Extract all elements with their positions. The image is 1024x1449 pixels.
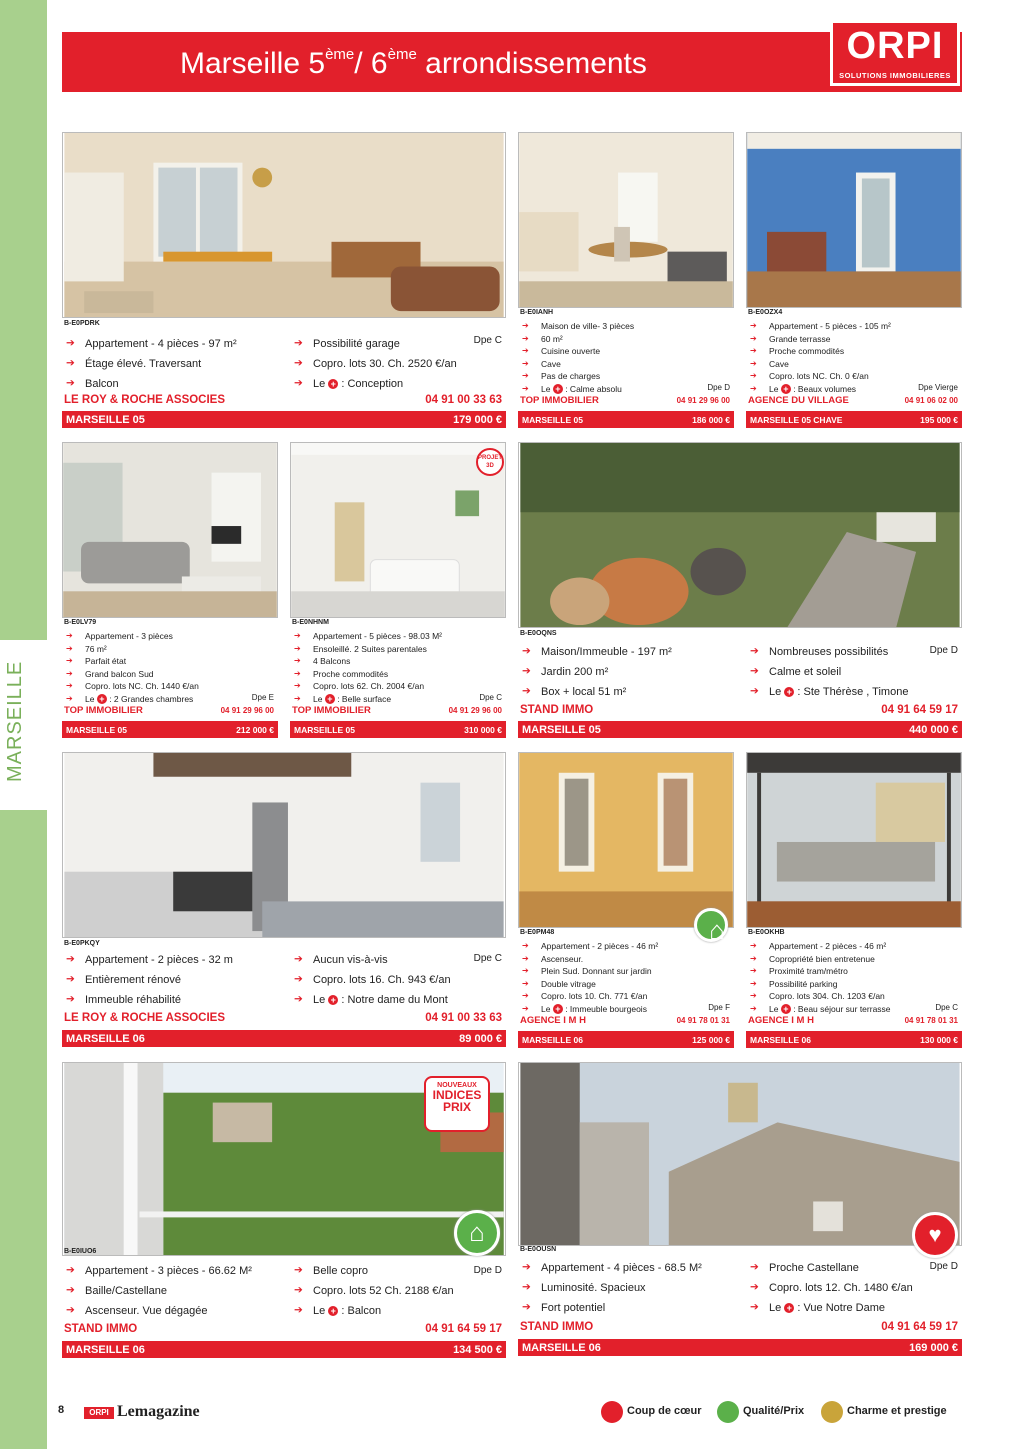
listing-card[interactable] bbox=[290, 442, 506, 738]
location: MARSEILLE 06 bbox=[522, 1034, 583, 1045]
feature-list: ➔ Appartement - 5 pièces - 98.03 M² ➔ Ensoleillé. 2 Suites parentales ➔ 4 Balcons ➔ Proche commodités ➔ Copro. lots 62. Ch. 2004 €/an ➔ Le + : Belle surface bbox=[294, 630, 442, 705]
agency-phone[interactable]: 04 91 29 96 00 bbox=[676, 396, 730, 405]
highlight: ➔ Le + : Beaux volumes bbox=[750, 383, 891, 396]
price: 186 000 € bbox=[692, 414, 730, 425]
highlight: ➔ Le + : Balcon bbox=[294, 1301, 454, 1321]
agency-name[interactable]: TOP IMMOBILIER bbox=[292, 705, 371, 716]
listing-card[interactable] bbox=[746, 132, 962, 428]
plus-icon: + bbox=[328, 995, 338, 1005]
feature-list: ➔ Maison de ville- 3 pièces ➔ 60 m² ➔ Cuisine ouverte ➔ Cave ➔ Pas de charges ➔ Le + : Calme absolu bbox=[522, 320, 634, 395]
listing-card[interactable] bbox=[518, 1062, 962, 1358]
listing-ref: B-E0LV79 bbox=[64, 619, 97, 626]
listing-card[interactable] bbox=[746, 752, 962, 1048]
listing-ref: B-E0OQNS bbox=[520, 630, 557, 637]
plus-icon: + bbox=[784, 1303, 794, 1313]
plus-icon: + bbox=[553, 1004, 563, 1014]
plus-icon: + bbox=[328, 1306, 338, 1316]
price: 310 000 € bbox=[464, 724, 502, 735]
agency-phone[interactable]: 04 91 64 59 17 bbox=[425, 1323, 502, 1335]
plus-icon: + bbox=[781, 1004, 791, 1014]
plus-icon: + bbox=[781, 384, 791, 394]
nouveaux-indices-badge: NOUVEAUX INDICES PRIX bbox=[424, 1076, 490, 1132]
plus-icon: + bbox=[97, 694, 107, 704]
page-number: 8 bbox=[58, 1404, 65, 1416]
price: 134 500 € bbox=[453, 1343, 502, 1356]
qualite-prix-icon bbox=[694, 908, 728, 942]
listing-photo bbox=[518, 752, 734, 928]
dpe-label: Dpe C bbox=[473, 335, 502, 346]
location: MARSEILLE 05 bbox=[522, 414, 583, 425]
listing-ref: B-E0IUO6 bbox=[64, 1248, 97, 1255]
agency-phone[interactable]: 04 91 64 59 17 bbox=[881, 704, 958, 716]
page-title: Marseille 5ème/ 6ème arrondissements bbox=[180, 46, 647, 80]
legend-coup-de-coeur: Coup de cœur bbox=[601, 1405, 702, 1417]
listing-ref: B-E0NHNM bbox=[292, 619, 329, 626]
highlight: ➔ Le + : Notre dame du Mont bbox=[294, 990, 451, 1010]
location: MARSEILLE 06 bbox=[750, 1034, 811, 1045]
price: 179 000 € bbox=[453, 413, 502, 426]
dpe-label: Dpe F bbox=[708, 1003, 730, 1012]
highlight: ➔ Le + : Vue Notre Dame bbox=[750, 1298, 913, 1318]
agency-name[interactable]: AGENCE I M H bbox=[520, 1015, 586, 1026]
location: MARSEILLE 05 CHAVE bbox=[750, 414, 843, 425]
price: 130 000 € bbox=[920, 1034, 958, 1045]
feature-list-2: ➔ Possibilité garage ➔ Copro. lots 30. Ch. 2520 €/an ➔ Le + : Conception bbox=[294, 334, 457, 394]
location: MARSEILLE 06 bbox=[66, 1343, 145, 1356]
listing-ref: B-E0OZX4 bbox=[748, 309, 783, 316]
dpe-label: Dpe Vierge bbox=[918, 383, 958, 392]
coup-de-coeur-icon bbox=[601, 1401, 623, 1423]
qualite-prix-icon bbox=[717, 1401, 739, 1423]
agency-name[interactable]: STAND IMMO bbox=[64, 1323, 138, 1335]
price: 169 000 € bbox=[909, 1341, 958, 1354]
plus-icon: + bbox=[325, 694, 335, 704]
agency-name[interactable]: AGENCE DU VILLAGE bbox=[748, 395, 849, 406]
agency-phone[interactable]: 04 91 29 96 00 bbox=[220, 706, 274, 715]
plus-icon: + bbox=[328, 379, 338, 389]
highlight: ➔ Le + : Belle surface bbox=[294, 693, 442, 706]
price-bar bbox=[518, 1031, 734, 1048]
dpe-label: Dpe D bbox=[929, 1261, 958, 1272]
feature-list-2: ➔ Belle copro ➔ Copro. lots 52 Ch. 2188 €/an ➔ Le + : Balcon bbox=[294, 1261, 454, 1321]
dpe-label: Dpe D bbox=[473, 1265, 502, 1276]
highlight: ➔ Le + : Beau séjour sur terrasse bbox=[750, 1003, 891, 1016]
feature-list: ➔ Appartement - 5 pièces - 105 m² ➔ Grande terrasse ➔ Proche commodités ➔ Cave ➔ Copro. lots NC. Ch. 0 €/an ➔ Le + : Beaux volumes bbox=[750, 320, 891, 395]
agency-name[interactable]: LE ROY & ROCHE ASSOCIES bbox=[64, 394, 226, 406]
listing-photo bbox=[62, 132, 506, 318]
highlight: ➔ Le + : Calme absolu bbox=[522, 383, 634, 396]
listing-card[interactable] bbox=[62, 442, 278, 738]
orpi-logo: ORPI SOLUTIONS IMMOBILIERES bbox=[830, 20, 960, 86]
agency-name[interactable]: LE ROY & ROCHE ASSOCIES bbox=[64, 1012, 226, 1024]
agency-name[interactable]: TOP IMMOBILIER bbox=[64, 705, 143, 716]
listing-card[interactable] bbox=[62, 752, 506, 1048]
listing-card[interactable] bbox=[62, 132, 506, 428]
header-banner bbox=[62, 32, 962, 92]
dpe-label: Dpe D bbox=[929, 645, 958, 656]
listing-ref: B-E0PDRK bbox=[64, 320, 100, 327]
dpe-label: Dpe E bbox=[251, 693, 274, 702]
feature-list: ➔ Appartement - 4 pièces - 97 m² ➔ Étage élevé. Traversant ➔ Balcon bbox=[66, 334, 237, 394]
price: 89 000 € bbox=[459, 1032, 502, 1045]
feature-list: ➔ Appartement - 2 pièces - 32 m ➔ Entièrement rénové ➔ Immeuble réhabilité bbox=[66, 950, 233, 1010]
listing-photo bbox=[518, 1062, 962, 1246]
listing-photo bbox=[518, 132, 734, 308]
agency-phone[interactable]: 04 91 78 01 31 bbox=[904, 1016, 958, 1025]
listing-card[interactable] bbox=[518, 132, 734, 428]
dpe-label: Dpe C bbox=[479, 693, 502, 702]
feature-list: ➔ Appartement - 3 pièces - 66.62 M² ➔ Baille/Castellane ➔ Ascenseur. Vue dégagée bbox=[66, 1261, 252, 1321]
agency-name[interactable]: TOP IMMOBILIER bbox=[520, 395, 599, 406]
price-bar bbox=[62, 1341, 506, 1358]
legend-charme-prestige: Charme et prestige bbox=[821, 1405, 947, 1417]
footer-orpi-logo: ORPI bbox=[84, 1407, 114, 1419]
location: MARSEILLE 05 bbox=[66, 724, 127, 735]
price: 195 000 € bbox=[920, 414, 958, 425]
agency-phone[interactable]: 04 91 06 02 00 bbox=[904, 396, 958, 405]
agency-name[interactable]: STAND IMMO bbox=[520, 1321, 594, 1333]
agency-phone[interactable]: 04 91 64 59 17 bbox=[881, 1321, 958, 1333]
feature-list-2: ➔ Aucun vis-à-vis ➔ Copro. lots 16. Ch. 943 €/an ➔ Le + : Notre dame du Mont bbox=[294, 950, 451, 1010]
listing-photo bbox=[62, 442, 278, 618]
feature-list: ➔ Appartement - 2 pièces - 46 m² ➔ Ascenseur. ➔ Plein Sud. Donnant sur jardin ➔ Double vitrage ➔ Copro. lots 10. Ch. 771 €/an ➔ Le + : Immeuble bourgeois bbox=[522, 940, 658, 1015]
feature-list-2: ➔ Proche Castellane ➔ Copro. lots 12. Ch. 1480 €/an ➔ Le + : Vue Notre Dame bbox=[750, 1258, 913, 1318]
side-label bbox=[4, 742, 27, 782]
price-bar bbox=[518, 411, 734, 428]
feature-list: ➔ Appartement - 3 pièces ➔ 76 m² ➔ Parfait état ➔ Grand balcon Sud ➔ Copro. lots NC. Ch. 1440 €/an ➔ Le + : 2 Grandes chambres bbox=[66, 630, 199, 705]
projet-3d-badge: PROJET 3D bbox=[476, 448, 504, 476]
feature-list-2: ➔ Nombreuses possibilités ➔ Calme et soleil ➔ Le + : Ste Thérèse , Timone bbox=[750, 642, 908, 702]
listing-photo bbox=[746, 752, 962, 928]
feature-list: ➔ Appartement - 2 pièces - 46 m² ➔ Copropriété bien entretenue ➔ Proximité tram/métro ➔ Possibilité parking ➔ Copro. lots 304. Ch. 1203 €/an ➔ Le + : Beau séjour sur terrasse bbox=[750, 940, 891, 1015]
legend-qualite-prix: Qualité/Prix bbox=[717, 1405, 804, 1417]
price-bar bbox=[62, 411, 506, 428]
dpe-label: Dpe C bbox=[473, 953, 502, 964]
listing-photo bbox=[518, 442, 962, 628]
agency-phone[interactable]: 04 91 00 33 63 bbox=[425, 1012, 502, 1024]
feature-list: ➔ Maison/Immeuble - 197 m² ➔ Jardin 200 m² ➔ Box + local 51 m² bbox=[522, 642, 672, 702]
listing-card[interactable] bbox=[518, 442, 962, 738]
price-bar bbox=[62, 1030, 506, 1047]
qualite-prix-icon bbox=[454, 1210, 500, 1256]
plus-icon: + bbox=[784, 687, 794, 697]
agency-phone[interactable]: 04 91 00 33 63 bbox=[425, 394, 502, 406]
agency-phone[interactable]: 04 91 78 01 31 bbox=[676, 1016, 730, 1025]
agency-name[interactable]: AGENCE I M H bbox=[748, 1015, 814, 1026]
listing-photo bbox=[62, 752, 506, 938]
dpe-label: Dpe C bbox=[935, 1003, 958, 1012]
plus-icon: + bbox=[553, 384, 563, 394]
listing-ref: B-E0OKHB bbox=[748, 929, 785, 936]
listing-ref: B-E0IANH bbox=[520, 309, 554, 316]
feature-list: ➔ Appartement - 4 pièces - 68.5 M² ➔ Luminosité. Spacieux ➔ Fort potentiel bbox=[522, 1258, 702, 1318]
listing-photo bbox=[746, 132, 962, 308]
listing-ref: B-E0PM48 bbox=[520, 929, 555, 936]
price-bar bbox=[518, 1339, 962, 1356]
magazine-title: Lemagazine bbox=[117, 1403, 200, 1420]
listing-ref: B-E0OUSN bbox=[520, 1246, 557, 1253]
coup-de-coeur-icon bbox=[912, 1212, 958, 1258]
price-bar bbox=[746, 1031, 962, 1048]
price-bar bbox=[518, 721, 962, 738]
highlight: ➔ Le + : Ste Thérèse , Timone bbox=[750, 682, 908, 702]
highlight: ➔ Le + : Conception bbox=[294, 374, 457, 394]
location: MARSEILLE 05 bbox=[294, 724, 355, 735]
highlight: ➔ Le + : Immeuble bourgeois bbox=[522, 1003, 658, 1016]
location: MARSEILLE 05 bbox=[522, 723, 601, 736]
price: 440 000 € bbox=[909, 723, 958, 736]
agency-phone[interactable]: 04 91 29 96 00 bbox=[448, 706, 502, 715]
location: MARSEILLE 06 bbox=[66, 1032, 145, 1045]
highlight: ➔ Le + : 2 Grandes chambres bbox=[66, 693, 199, 706]
charme-prestige-icon bbox=[821, 1401, 843, 1423]
price-bar bbox=[290, 721, 506, 738]
agency-name[interactable]: STAND IMMO bbox=[520, 704, 594, 716]
location: MARSEILLE 05 bbox=[66, 413, 145, 426]
price: 125 000 € bbox=[692, 1034, 730, 1045]
price-bar bbox=[746, 411, 962, 428]
dpe-label: Dpe D bbox=[707, 383, 730, 392]
listing-card[interactable] bbox=[518, 752, 734, 1048]
listing-photo bbox=[290, 442, 506, 618]
price-bar bbox=[62, 721, 278, 738]
price: 212 000 € bbox=[236, 724, 274, 735]
listing-ref: B-E0PKQY bbox=[64, 940, 100, 947]
location: MARSEILLE 06 bbox=[522, 1341, 601, 1354]
